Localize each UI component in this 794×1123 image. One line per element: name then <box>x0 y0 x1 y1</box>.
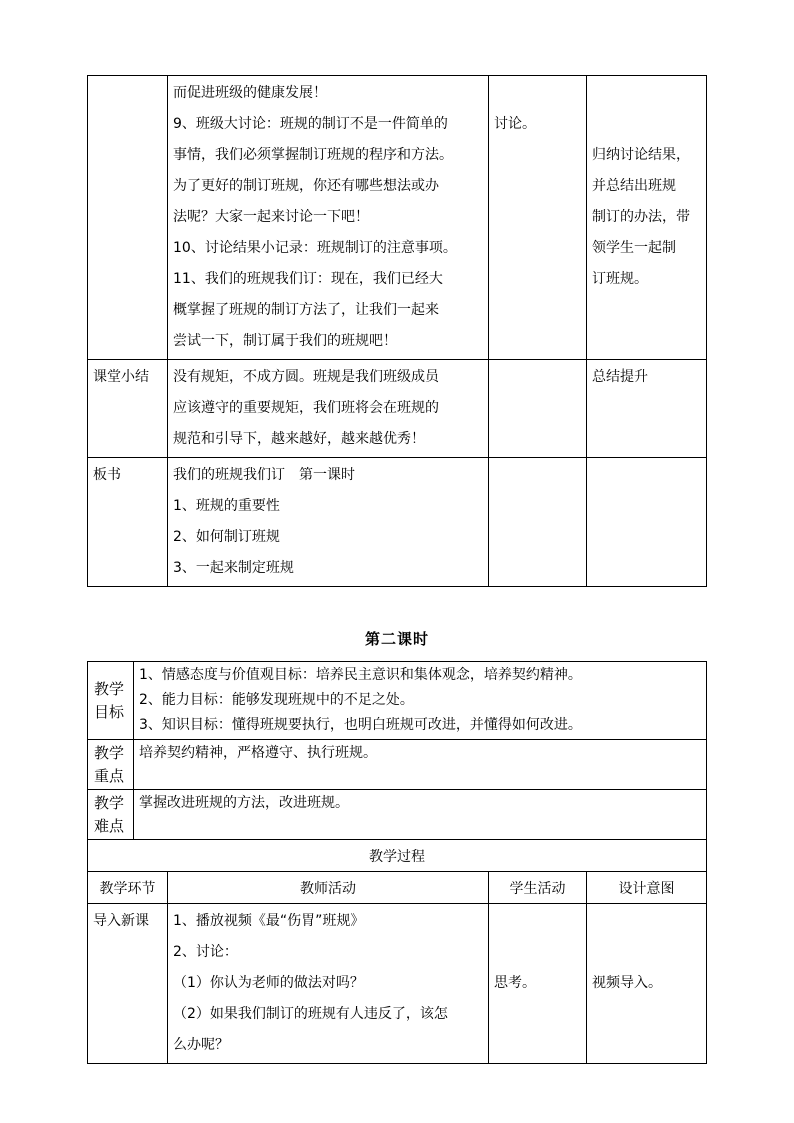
design-line: 领学生一起制 <box>592 240 676 256</box>
teacher-line: 而促进班级的健康发展！ <box>173 85 327 101</box>
intro-label-cell <box>88 904 168 1064</box>
intro-teacher-cell <box>168 904 489 1064</box>
intro-design-cell <box>587 904 707 1064</box>
intro-row <box>88 904 707 1064</box>
table-row-main <box>88 76 707 360</box>
intro-student-cell <box>489 904 587 1064</box>
difficulties-text-cell <box>134 790 707 840</box>
teacher-line: 9、班级大讨论：班规的制订不是一件简单的 <box>173 116 448 132</box>
design-line: 制订的办法，带 <box>592 209 690 225</box>
key-points-label-cell <box>88 740 134 790</box>
teacher-line: 法呢？大家一起来讨论一下吧！ <box>173 209 369 225</box>
process-title: 教学过程 <box>88 840 707 872</box>
summary-design: 总结提升 <box>592 369 648 385</box>
summary-text-cell <box>168 360 489 458</box>
board-line: 2、如何制订班规 <box>173 529 280 545</box>
summary-line: 应该遵守的重要规矩，我们班将会在班规的 <box>173 400 439 416</box>
teacher-line: 10、讨论结果小记录：班规制订的注意事项。 <box>173 240 457 256</box>
stage-cell-empty <box>88 76 168 360</box>
key-points-label: 重点 <box>94 766 125 785</box>
teacher-activity-cell <box>168 76 489 360</box>
intro-line: 2、讨论： <box>173 944 238 960</box>
key-points-label: 教学 <box>94 743 125 762</box>
summary-line: 没有规矩，不成方圆。班规是我们班级成员 <box>173 369 439 385</box>
teacher-line: 事情，我们必须掌握制订班规的程序和方法。 <box>173 147 453 163</box>
objective-line: 2、能力目标：能够发现班规中的不足之处。 <box>139 692 414 708</box>
key-points-text: 培养契约精神，严格遵守、执行班规。 <box>139 745 377 761</box>
board-design-cell <box>587 458 707 587</box>
objective-line: 3、知识目标：懂得班规要执行，也明白班规可改进，并懂得如何改进。 <box>139 717 582 733</box>
intro-design: 视频导入。 <box>592 975 662 991</box>
header-student: 学生活动 <box>489 872 587 904</box>
process-title-row <box>88 840 707 872</box>
summary-student-cell <box>489 360 587 458</box>
teacher-line: 11、我们的班规我们订：现在，我们已经大 <box>173 271 443 287</box>
intro-line: 么办呢？ <box>173 1037 229 1053</box>
board-label: 板书 <box>93 467 121 483</box>
board-line: 1、班规的重要性 <box>173 498 280 514</box>
student-activity: 讨论。 <box>494 116 536 132</box>
key-points-row <box>88 740 707 790</box>
summary-line: 规范和引导下，越来越好，越来越优秀！ <box>173 431 425 447</box>
key-points-text-cell <box>134 740 707 790</box>
objectives-row <box>88 662 707 740</box>
board-line: 3、一起来制定班规 <box>173 560 294 576</box>
difficulties-label: 教学 <box>94 793 125 812</box>
header-stage: 教学环节 <box>88 872 168 904</box>
summary-label: 课堂小结 <box>93 369 149 385</box>
difficulties-row <box>88 790 707 840</box>
intro-label: 导入新课 <box>93 913 149 929</box>
design-intent-cell <box>587 76 707 360</box>
header-design: 设计意图 <box>587 872 707 904</box>
design-line: 订班规。 <box>592 271 648 287</box>
board-label-cell <box>88 458 168 587</box>
design-line: 并总结出班规 <box>592 178 676 194</box>
objectives-label: 目标 <box>94 702 125 721</box>
intro-student: 思考。 <box>494 975 536 991</box>
intro-line: （2）如果我们制订的班规有人违反了，该怎 <box>173 1006 448 1022</box>
board-student-cell <box>489 458 587 587</box>
summary-design-cell <box>587 360 707 458</box>
board-line: 我们的班规我们订 第一课时 <box>173 467 355 483</box>
intro-line: 1、播放视频《最“伤胃”班规》 <box>173 913 365 929</box>
header-teacher: 教师活动 <box>168 872 489 904</box>
design-line: 归纳讨论结果， <box>592 147 690 163</box>
teacher-line: 尝试一下，制订属于我们的班规吧！ <box>173 333 397 349</box>
objectives-text-cell <box>134 662 707 740</box>
lesson2-table <box>87 661 707 1064</box>
board-text-cell <box>168 458 489 587</box>
student-activity-cell <box>489 76 587 360</box>
table-row-board <box>88 458 707 587</box>
objectives-label: 教学 <box>94 679 125 698</box>
teacher-line: 概掌握了班规的制订方法了，让我们一起来 <box>173 302 439 318</box>
lesson1-table <box>87 75 707 587</box>
teacher-line: 为了更好的制订班规，你还有哪些想法或办 <box>173 178 439 194</box>
table-row-summary <box>88 360 707 458</box>
objectives-label-cell <box>88 662 134 740</box>
summary-label-cell <box>88 360 168 458</box>
header-row <box>88 872 707 904</box>
difficulties-label-cell <box>88 790 134 840</box>
objective-line: 1、情感态度与价值观目标：培养民主意识和集体观念，培养契约精神。 <box>139 667 582 683</box>
difficulties-text: 掌握改进班规的方法，改进班规。 <box>139 795 349 811</box>
difficulties-label: 难点 <box>94 816 125 835</box>
intro-line: （1）你认为老师的做法对吗？ <box>173 975 364 991</box>
section-title: 第二课时 <box>364 630 429 648</box>
